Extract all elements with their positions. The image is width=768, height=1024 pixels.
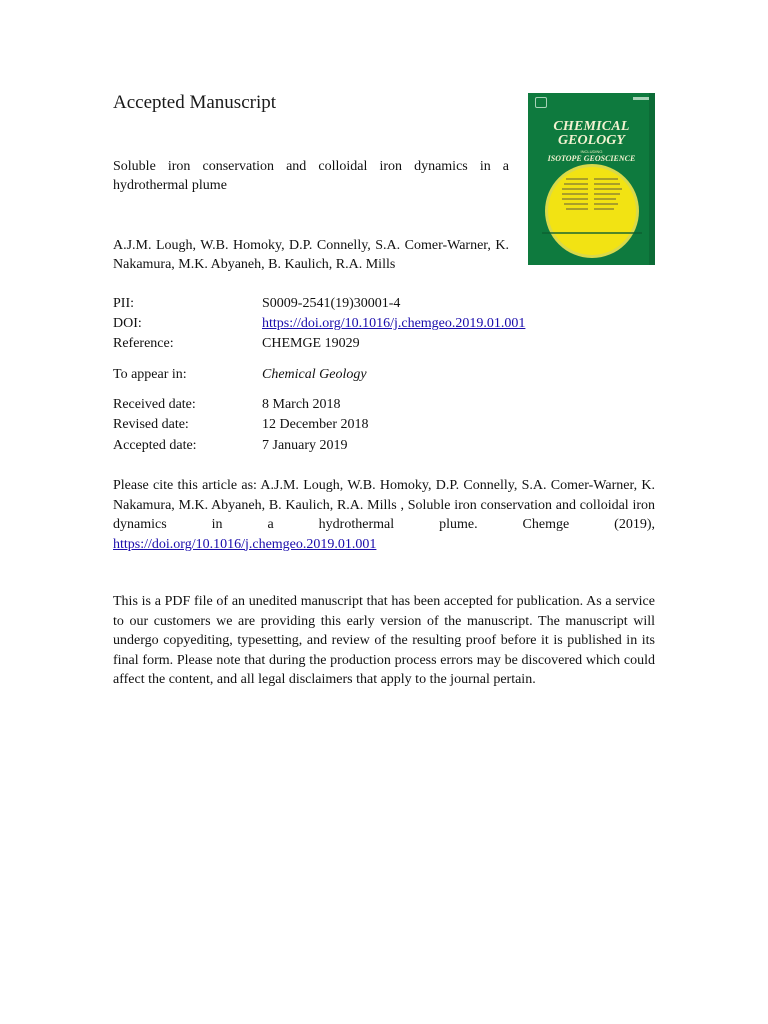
journal-cover-image (528, 93, 655, 265)
cover-text-line (564, 183, 588, 185)
doi-link[interactable]: https://doi.org/10.1016/j.chemgeo.2019.01.001 (262, 316, 526, 331)
journal-name: Chemical Geology (262, 367, 367, 382)
doi-label: DOI: (113, 316, 142, 331)
cover-text-line (594, 183, 620, 185)
reference-value: CHEMGE 19029 (262, 336, 360, 351)
received-value: 8 March 2018 (262, 397, 341, 412)
revised-label: Revised date: (113, 417, 189, 432)
cover-title-line1: CHEMICAL (553, 119, 630, 134)
cover-text-line (594, 208, 614, 210)
revised-value: 12 December 2018 (262, 417, 369, 432)
issue-info-mark (633, 97, 649, 100)
article-authors: A.J.M. Lough, W.B. Homoky, D.P. Connelly, S.A. Comer-Warner, K. Nakamura, M.K. Abyaneh, B. Kaulich, R.A. Mills (113, 238, 509, 272)
received-label: Received date: (113, 397, 196, 412)
cover-title-line2: GEOLOGY (558, 133, 625, 148)
cover-footer-band (542, 232, 642, 234)
citation-text: Please cite this article as: A.J.M. Lough, W.B. Homoky, D.P. Connelly, S.A. Comer-Warner, K. Nakamura, M.K. Abyaneh, B. Kaulich, R.A. Mills , Soluble iron conservation and colloidal iron dynamics in a hydrothermal plume. Chemge (2019), (113, 478, 655, 532)
accepted-label: Accepted date: (113, 438, 197, 453)
article-title: Soluble iron conservation and colloidal iron dynamics in a hydrothermal plume (113, 159, 509, 193)
cover-including: INCLUDING (580, 149, 603, 154)
cover-subtitle: ISOTOPE GEOSCIENCE (547, 154, 636, 163)
cover-disk (548, 167, 636, 255)
pii-value: S0009-2541(19)30001-4 (262, 296, 401, 311)
cover-text-line (594, 203, 618, 205)
cover-edge (649, 93, 655, 265)
pii-label: PII: (113, 296, 134, 311)
cover-text-line (594, 178, 618, 180)
reference-label: Reference: (113, 336, 174, 351)
disclaimer-paragraph: This is a PDF file of an unedited manuscript that has been accepted for publication. As a service to our customers we are providing this early version of the manuscript. The manuscript will undergo copyediting, typesetting, and review of the resulting proof before it is published in its final form. Please note that during the production process errors may be discovered which could affect the content, and all legal disclaimers that apply to the journal pertain. (113, 594, 655, 687)
publisher-logo-icon (535, 97, 547, 108)
cover-text-line (562, 198, 588, 200)
citation-paragraph (113, 476, 655, 554)
cover-text-line (594, 193, 620, 195)
cover-text-line (594, 198, 616, 200)
citation-doi-link[interactable]: https://doi.org/10.1016/j.chemgeo.2019.01.001 (113, 536, 377, 552)
cover-text-line (566, 208, 588, 210)
cover-text-line (564, 203, 588, 205)
accepted-value: 7 January 2019 (262, 438, 348, 453)
page-heading: Accepted Manuscript (113, 92, 277, 113)
cover-text-line (566, 178, 588, 180)
cover-text-line (562, 193, 588, 195)
cover-text-line (562, 188, 588, 190)
appear-label: To appear in: (113, 367, 187, 382)
cover-text-line (594, 188, 622, 190)
